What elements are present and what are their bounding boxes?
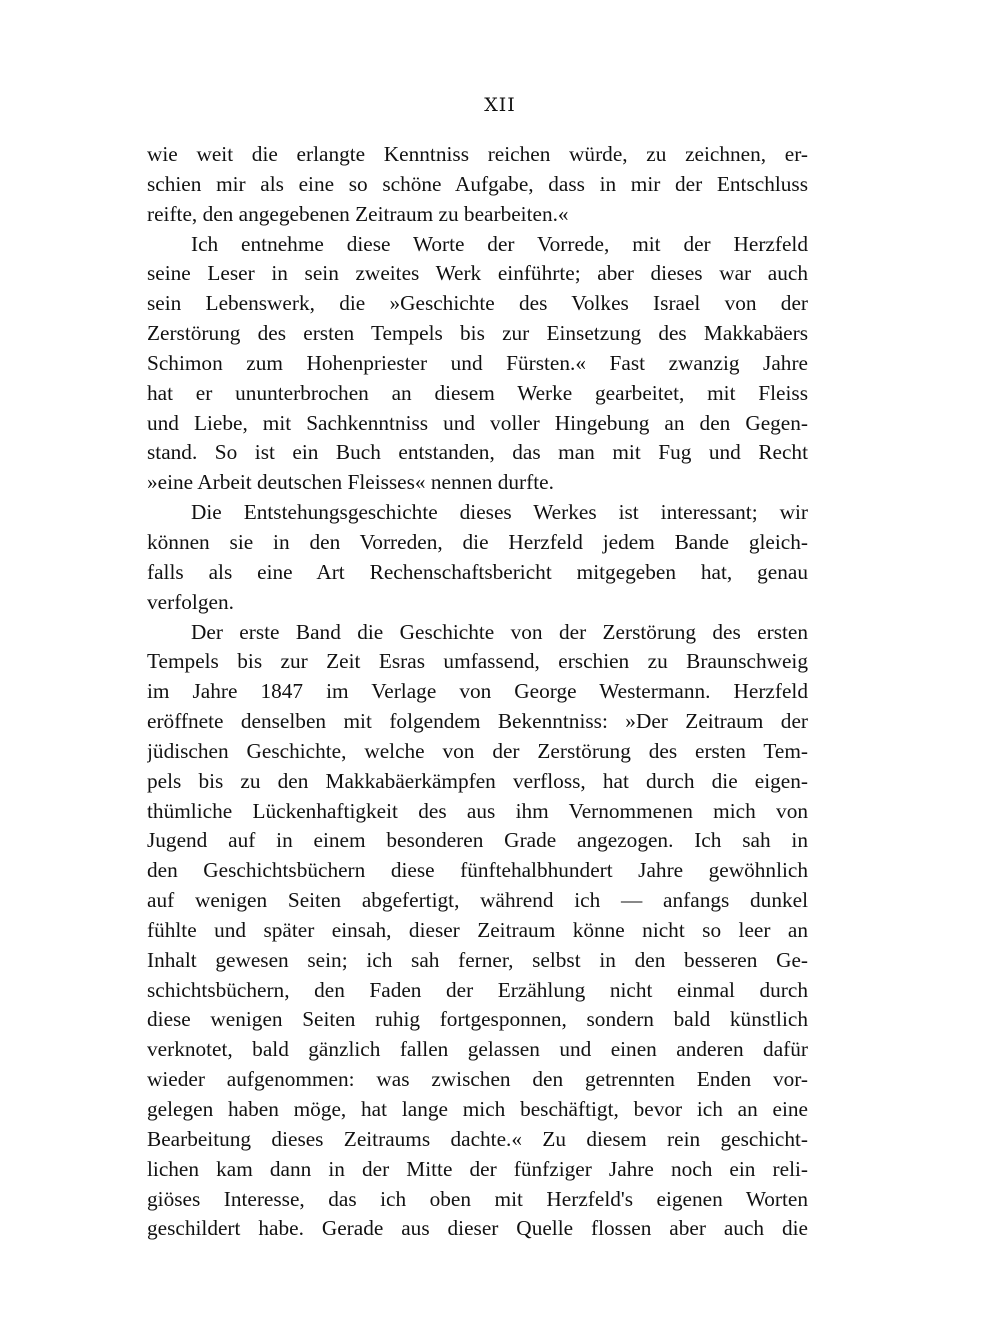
text-line: schichtsbüchern, den Faden der Erzählung nicht einmal durch — [147, 977, 808, 1002]
text-line: im Jahre 1847 im Verlage von George Westermann. Herzfeld — [147, 679, 808, 704]
text-line: wie weit die erlangte Kenntniss reichen würde, zu zeichnen, er- — [147, 142, 808, 166]
text-line: falls als eine Art Rechenschaftsbericht mitgegeben hat, genau — [147, 559, 808, 584]
text-line: jüdischen Geschichte, welche von der Zerstörung des ersten Tem- — [147, 738, 808, 763]
text-line: reifte, den angegebenen Zeitraum zu bearbeiten.« — [147, 201, 569, 226]
text-line: sein Lebenswerk, die »Geschichte des Volkes Israel von der — [147, 291, 808, 316]
text-line: geschildert habe. Gerade aus dieser Quelle flossen aber auch die — [147, 1216, 808, 1241]
text-line: und Liebe, mit Sachkenntniss und voller Hingebung an den Gegen- — [147, 410, 808, 435]
text-line: wieder aufgenommen: was zwischen den getrennten Enden vor- — [147, 1067, 808, 1092]
text-line: fühlte und später einsah, dieser Zeitraum könne nicht so leer an — [147, 917, 808, 942]
text-line: Tempels bis zur Zeit Esras umfassend, erschien zu Braunschweig — [147, 649, 808, 674]
text-line: den Geschichtsbüchern diese fünftehalbhundert Jahre gewöhnlich — [147, 858, 808, 883]
text-line: diese wenigen Seiten ruhig fortgesponnen, sondern bald künstlich — [147, 1007, 808, 1032]
text-line: Zerstörung des ersten Tempels bis zur Einsetzung des Makkabäers — [147, 321, 808, 346]
text-line: thümliche Lückenhaftigkeit des aus ihm Vernommenen mich von — [147, 798, 808, 823]
text-line: »eine Arbeit deutschen Fleisses« nennen durfte. — [147, 470, 554, 495]
text-line: Bearbeitung dieses Zeitraums dachte.« Zu diesem rein geschicht- — [147, 1126, 808, 1151]
text-line: stand. So ist ein Buch entstanden, das man mit Fug und Recht — [147, 440, 808, 465]
text-line: verfolgen. — [147, 589, 234, 614]
text-line: auf wenigen Seiten abgefertigt, während ich — anfangs dunkel — [147, 888, 808, 913]
text-line: pels bis zu den Makkabäerkämpfen verfloss, hat durch die eigen- — [147, 768, 808, 793]
text-line: seine Leser in sein zweites Werk einführte; aber dieses war auch — [147, 261, 808, 286]
text-line: hat er ununterbrochen an diesem Werke gearbeitet, mit Fleiss — [147, 380, 808, 405]
body-text — [147, 140, 808, 1244]
text-line: Jugend auf in einem besonderen Grade angezogen. Ich sah in — [147, 828, 808, 853]
text-line: können sie in den Vorreden, die Herzfeld jedem Bande gleich- — [147, 529, 808, 554]
text-line: Die Entstehungsgeschichte dieses Werkes ist interessant; wir — [191, 500, 808, 525]
text-line: verknotet, bald gänzlich fallen gelassen und einen anderen dafür — [147, 1037, 808, 1062]
text-line: giöses Interesse, das ich oben mit Herzfeld's eigenen Worten — [147, 1186, 808, 1211]
text-line: gelegen haben möge, hat lange mich beschäftigt, bevor ich an eine — [147, 1097, 808, 1121]
text-line: Schimon zum Hohenpriester und Fürsten.« Fast zwanzig Jahre — [147, 350, 808, 375]
text-line: Ich entnehme diese Worte der Vorrede, mit der Herzfeld — [191, 231, 808, 256]
page-number: XII — [484, 94, 516, 116]
text-line: eröffnete denselben mit folgendem Bekenntniss: »Der Zeitraum der — [147, 709, 808, 734]
text-line: Inhalt gewesen sein; ich sah ferner, selbst in den besseren Ge- — [147, 947, 808, 972]
text-line: Der erste Band die Geschichte von der Zerstörung des ersten — [191, 619, 808, 644]
text-line: lichen kam dann in der Mitte der fünfziger Jahre noch ein reli- — [147, 1156, 808, 1181]
text-line: schien mir als eine so schöne Aufgabe, dass in mir der Entschluss — [147, 171, 808, 196]
